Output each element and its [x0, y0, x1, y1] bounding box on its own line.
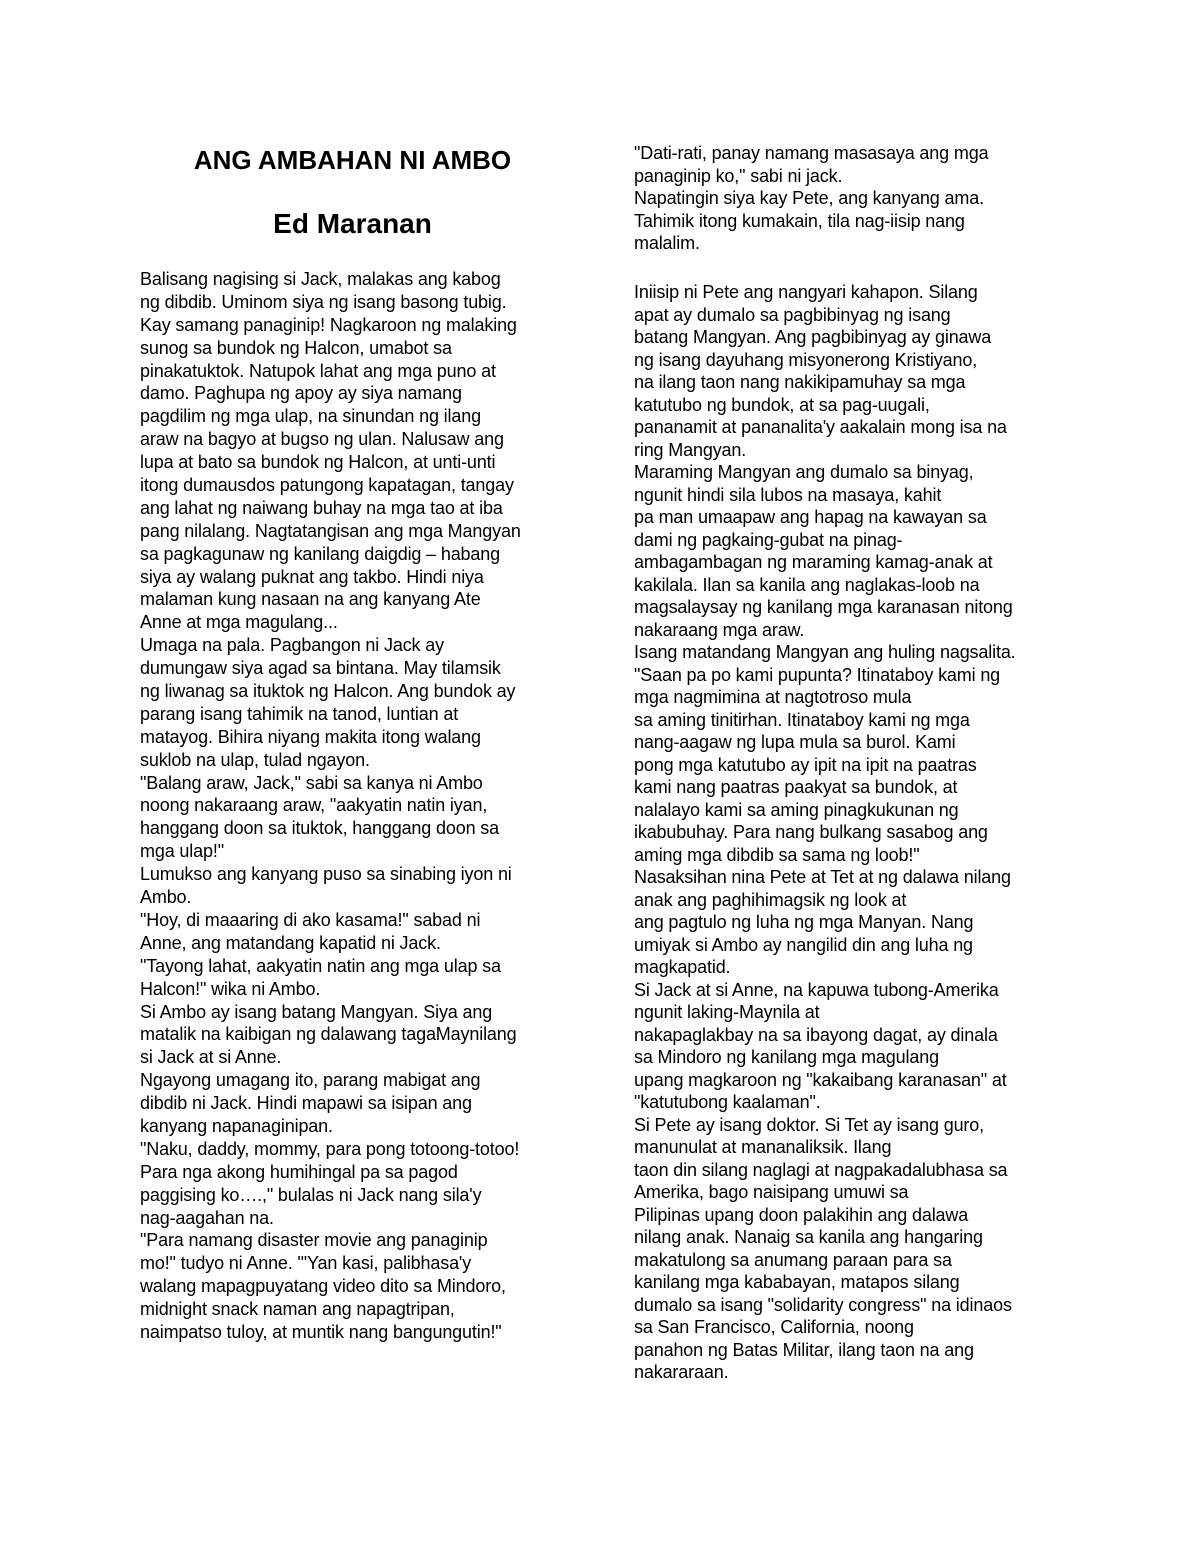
text-line: noong nakaraang araw, "aakyatin natin iyan, [140, 795, 488, 816]
text-line: nag-aagahan na. [140, 1207, 274, 1228]
text-line: Si Jack at si Anne, na kapuwa tubong-Amerika [634, 979, 999, 1000]
text-line: "Balang araw, Jack," sabi sa kanya ni Ambo [140, 772, 483, 793]
text-line: naimpatso tuloy, at muntik nang bangungutin!" [140, 1321, 502, 1342]
left-column-text [140, 268, 570, 1344]
text-line: "Dati-rati, panay namang masasaya ang mga [634, 143, 989, 163]
text-line: "katutubong kaalaman". [634, 1092, 821, 1112]
text-line: kakilala. Ilan sa kanila ang naglakas-loob na [634, 574, 980, 595]
text-line: "Tayong lahat, aakyatin natin ang mga ulap sa [140, 955, 501, 976]
text-line: Nasaksihan nina Pete at Tet at ng dalawa nilang [634, 867, 1011, 887]
text-line: mga ulap!" [140, 841, 224, 862]
text-line: taon din silang naglagi at nagpakadalubhasa sa [634, 1159, 1008, 1180]
text-line: Amerika, bago naisipang umuwi sa [634, 1182, 909, 1202]
text-line: ng liwanag sa ituktok ng Halcon. Ang bundok ay [140, 681, 516, 702]
text-line: dumalo sa isang "solidarity congress" na idinaos [634, 1294, 1012, 1315]
text-line: Napatingin siya kay Pete, ang kanyang ama. [634, 188, 984, 208]
text-line: walang mapagpuyatang video dito sa Mindoro, [140, 1276, 506, 1297]
text-line: kami nang paatras paakyat sa bundok, at [634, 777, 958, 797]
text-line: Pilipinas upang doon palakihin ang dalawa [634, 1204, 969, 1225]
text-line: malaman kung nasaan na ang kanyang Ate [140, 589, 481, 610]
right-column-text-part-2 [634, 281, 1074, 1384]
text-line: "Naku, daddy, mommy, para pong totoong-totoo! [140, 1138, 520, 1159]
story-title: ANG AMBAHAN NI AMBO [193, 145, 512, 175]
text-line: pang nilalang. Nagtatangisan ang mga Mangyan [140, 520, 521, 541]
text-line: sa San Francisco, California, noong [634, 1317, 914, 1337]
text-line: panahon ng Batas Militar, ilang taon na ang [634, 1339, 974, 1360]
text-line: matalik na kaibigan ng dalawang tagaMaynilang [140, 1024, 517, 1045]
text-line: matayog. Bihira niyang makita itong walang [140, 726, 481, 747]
text-line: Anne at mga magulang... [140, 612, 338, 633]
text-line: pinakatuktok. Natupok lahat ang mga puno at [140, 360, 496, 381]
text-line: panaginip ko," sabi ni jack. [634, 165, 843, 186]
text-line: malalim. [634, 233, 700, 253]
text-line: Anne, ang matandang kapatid ni Jack. [140, 932, 441, 953]
text-line: pananamit at pananalita'y aakalain mong isa na [634, 417, 1007, 437]
right-column-text-part-1 [634, 142, 1074, 255]
text-line: hanggang doon sa ituktok, hanggang doon sa [140, 818, 500, 839]
text-line: Balisang nagising si Jack, malakas ang kabog [140, 269, 501, 289]
text-line: Ambo. [140, 887, 192, 908]
text-line: Halcon!" wika ni Ambo. [140, 978, 321, 999]
text-line: ang pagtulo ng luha ng mga Manyan. Nang [634, 912, 974, 932]
text-line: Isang matandang Mangyan ang huling nagsalita. [634, 642, 1016, 662]
text-line: pa man umaapaw ang hapag na kawayan sa [634, 507, 987, 527]
text-line: magsalaysay ng kanilang mga karanasan nitong [634, 597, 1013, 617]
text-line: Si Pete ay isang doktor. Si Tet ay isang guro, [634, 1114, 984, 1135]
text-line: pong mga katutubo ay ipit na ipit na paatras [634, 754, 977, 775]
text-line: ngunit laking-Maynila at [634, 1002, 820, 1022]
text-line: upang magkaroon ng "kakaibang karanasan" at [634, 1069, 1007, 1090]
text-line: Iniisip ni Pete ang nangyari kahapon. Silang [634, 282, 978, 302]
text-line: Kay samang panaginip! Nagkaroon ng malaking [140, 314, 517, 335]
text-line: ngunit hindi sila lubos na masaya, kahit [634, 484, 942, 505]
text-line: sa pagkagunaw ng kanilang daigdig – habang [140, 543, 501, 564]
text-line: Tahimik itong kumakain, tila nag-iisip nang [634, 210, 965, 231]
text-line: sa Mindoro ng kanilang mga magulang [634, 1047, 939, 1067]
text-line: katutubo ng bundok, at sa pag-uugali, [634, 394, 930, 415]
text-line: Lumukso ang kanyang puso sa sinabing iyon ni [140, 864, 512, 885]
text-line: dami ng pagkaing-gubat na pinag- [634, 529, 903, 550]
text-line: apat ay dumalo sa pagbibinyag ng isang [634, 304, 951, 325]
text-line: ang lahat ng naiwang buhay na mga tao at iba [140, 497, 503, 518]
text-line: damo. Paghupa ng apoy ay siya namang [140, 383, 462, 404]
text-line: nalalayo kami sa aming pinagkukunan ng [634, 799, 959, 820]
text-line: parang isang tahimik na tanod, luntian at [140, 703, 459, 724]
text-line: lupa at bato sa bundok ng Halcon, at unti-unti [140, 452, 496, 473]
text-line: midnight snack naman ang napagtripan, [140, 1299, 455, 1320]
author-name: Ed Maranan [273, 208, 432, 239]
text-line: mo!" tudyo ni Anne. "'Yan kasi, palibhasa'y [140, 1253, 472, 1274]
text-line: ikabubuhay. Para nang bulkang sasabog ang [634, 822, 988, 842]
text-line: Si Ambo ay isang batang Mangyan. Siya ang [140, 1001, 493, 1022]
text-line: magkapatid. [634, 957, 731, 977]
text-line: mga nagmimina at nagtotroso mula [634, 687, 912, 707]
text-line: ng isang dayuhang misyonerong Kristiyano, [634, 349, 978, 370]
text-line: dumungaw siya agad sa bintana. May tilamsik [140, 658, 501, 679]
text-line: sa aming tinitirhan. Itinataboy kami ng mga [634, 709, 970, 730]
text-line: nilang anak. Nanaig sa kanila ang hangaring [634, 1227, 983, 1247]
text-line: sunog sa bundok ng Halcon, umabot sa [140, 337, 452, 358]
text-line: suklob na ulap, tulad ngayon. [140, 749, 370, 770]
text-line: itong dumausdos patungong kapatagan, tangay [140, 475, 514, 496]
text-line: makatulong sa anumang paraan para sa [634, 1249, 952, 1270]
text-line: kanyang napanaginipan. [140, 1115, 333, 1136]
text-line: Umaga na pala. Pagbangon ni Jack ay [140, 635, 444, 656]
text-line: "Para namang disaster movie ang panaginip [140, 1230, 488, 1251]
text-line: aming mga dibdib sa sama ng loob!" [634, 844, 920, 865]
text-line: umiyak si Ambo ay nangilid din ang luha ng [634, 934, 973, 955]
text-line: ng dibdib. Uminom siya ng isang basong tubig. [140, 291, 507, 312]
text-line: si Jack at si Anne. [140, 1047, 282, 1068]
text-line: nakararaan. [634, 1362, 729, 1382]
text-line: manunulat at mananaliksik. Ilang [634, 1137, 892, 1157]
text-line: kanilang mga kababayan, matapos silang [634, 1272, 960, 1292]
text-line: araw na bagyo at bugso ng ulan. Nalusaw ang [140, 429, 504, 450]
text-line: ring Mangyan. [634, 439, 747, 460]
text-line: nang-aagaw ng lupa mula sa burol. Kami [634, 732, 956, 752]
text-line: nakaraang mga araw. [634, 619, 805, 640]
text-line: Maraming Mangyan ang dumalo sa binyag, [634, 462, 974, 482]
text-line: "Hoy, di maaaring di ako kasama!" sabad ni [140, 909, 481, 930]
text-line: Ngayong umagang ito, parang mabigat ang [140, 1070, 481, 1091]
text-line: paggising ko….," bulalas ni Jack nang sila'y [140, 1184, 482, 1205]
text-line: nakapaglakbay na sa ibayong dagat, ay dinala [634, 1024, 998, 1045]
text-line: pagdilim ng mga ulap, na sinundan ng ilang [140, 406, 481, 427]
text-line: "Saan pa po kami pupunta? Itinataboy kami ng [634, 664, 1001, 685]
text-line: na ilang taon nang nakikipamuhay sa mga [634, 372, 966, 392]
text-line: dibdib ni Jack. Hindi mapawi sa isipan ang [140, 1093, 472, 1114]
text-line: siya ay walang puknat ang takbo. Hindi niya [140, 566, 484, 587]
text-line: anak ang paghihimagsik ng look at [634, 889, 907, 910]
text-line: ambagambagan ng maraming kamag-anak at [634, 552, 993, 572]
text-line: Para nga akong humihingal pa sa pagod [140, 1161, 458, 1182]
text-line: batang Mangyan. Ang pagbibinyag ay ginawa [634, 327, 992, 347]
